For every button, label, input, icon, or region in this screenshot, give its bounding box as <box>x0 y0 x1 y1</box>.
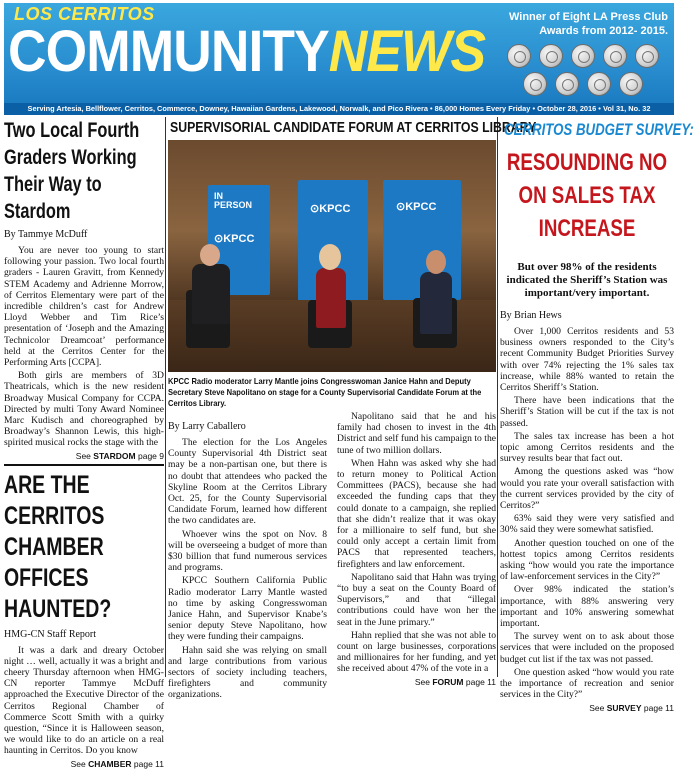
survey-paragraph: Among the questions asked was “how would you rate your overall satisfaction with the current services provided by the city of Cerritos?” <box>500 466 674 512</box>
award-medal-icon <box>507 44 531 68</box>
survey-kicker: CERRITOS BUDGET SURVEY: <box>504 120 694 139</box>
chamber-article <box>4 470 164 769</box>
title-accent: NEWS <box>328 19 486 84</box>
survey-headline[interactable]: RESOUNDING NO ON SALES TAX INCREASE <box>506 149 668 242</box>
column-divider <box>497 117 498 677</box>
masthead <box>0 0 678 113</box>
forum-paragraph: KPCC Southern California Public Radio moderator Larry Mantle wasted no time by asking Congresswoman Janice Hahn, and Supervisor Knabe’s senior deputy Steve Napolitano, how they were funding their campaigns. <box>168 575 327 643</box>
forum-paragraph: Hahn replied that she was not able to count on large businesses, corporations and millionaires for her funding, and yet she received about 47% of the vote in a <box>337 629 496 675</box>
story-divider <box>4 464 164 466</box>
forum-article-body <box>168 411 496 703</box>
photo-person-head <box>426 250 446 274</box>
forum-paragraph: When Hahn was asked why she had to return money to Political Action Committees (PACS), because she had exceeded the funding caps that they could donate to a campaign, she replied that she didn’t realize that it was okay for a millionaire to self fund, but she could only accept a certain limit from PACS that represented teachers, firefighters and law enforcement. <box>337 457 496 570</box>
right-column <box>500 117 694 713</box>
survey-paragraph: Another question touched on one of the hottest topics among Cerritos residents asking “how would you rate the importance of law-enforcement services in the City?” <box>500 537 674 583</box>
forum-jump-link[interactable]: See FORUM page 11 <box>414 676 496 687</box>
forum-paragraph: The election for the Los Angeles County Supervisorial 4th District seat may be a non-partisan one, but there is no doubt that attendees who packed the Skyline Room at the Cerritos Library Oct. 25, for the County Supervisorial Candidate Forum, learned how different the two candidates are. <box>168 437 327 527</box>
photo-person <box>420 272 452 334</box>
left-column <box>4 117 164 769</box>
forum-paragraph: Napolitano said that he and his family had chosen to invest in the 4th District and self fund his campaign to the tune of two million dollars. <box>337 411 496 456</box>
newspaper-title[interactable] <box>8 19 486 84</box>
forum-byline: By Larry Caballero <box>168 421 246 432</box>
chamber-byline: HMG-CN Staff Report <box>4 628 97 640</box>
survey-body <box>500 326 674 701</box>
forum-paragraph: Whoever wins the spot on Nov. 8 will be overseeing a budget of more than $30 billion that fund numerous services and programs. <box>168 528 327 574</box>
screen-brand: ⊙KPCC <box>310 203 351 215</box>
chamber-body <box>4 645 164 757</box>
forum-headline[interactable]: SUPERVISORIAL CANDIDATE FORUM AT CERRITOS LIBRARY <box>170 119 537 136</box>
photo-person <box>316 268 346 328</box>
stardom-paragraph: Both girls are members of 3D Theatricals, which is the new resident Broadway Musical Company for CCPA. Directed by multi Tony Award Nominee Marc Kudisch and choreographed by Broadway’s Shannon Lewis, this high-spirited musical rocks the stage with the <box>4 370 164 449</box>
survey-paragraph: The survey went on to ask about those services that were included on the proposed budget cut list if the tax was not passed. <box>500 631 674 665</box>
forum-body-1 <box>168 437 327 701</box>
award-medal-icon <box>635 44 659 68</box>
award-medal-icon <box>603 44 627 68</box>
forum-text-column <box>168 421 327 703</box>
chamber-headline[interactable]: ARE THE CERRITOS CHAMBER OFFICES HAUNTED? <box>4 470 112 623</box>
forum-paragraph: Napolitano said that Hahn was trying “to buy a seat on the County Board of Supervisors,” and that “illegal contributions could have won her the seat in the June primary.” <box>337 571 496 628</box>
award-medal-icon <box>571 44 595 68</box>
stardom-headline[interactable]: Two Local Fourth Graders Working Their Way to Stardom <box>4 119 140 223</box>
survey-byline: By Brian Hews <box>500 310 562 321</box>
forum-photo-caption: KPCC Radio moderator Larry Mantle joins Congresswoman Janice Hahn and Deputy Secretary Steve Napolitano on stage for a County Supervisorial Candidate Forum at the Cerritos Library. <box>168 376 482 408</box>
stardom-article <box>4 117 164 461</box>
award-text: Winner of Eight LA Press Club Awards from 2012- 2015. <box>508 11 668 37</box>
survey-deck: But over 98% of the residents indicated the Sheriff’s Station was important/very important. <box>506 261 668 299</box>
stardom-body <box>4 245 164 449</box>
forum-paragraph: Hahn said she was relying on small and large contributions from various sectors of society including teachers, firefighters and community organizations. <box>168 644 327 701</box>
title-main: COMMUNITY <box>8 19 329 84</box>
award-badges <box>505 42 670 98</box>
chamber-jump-link[interactable]: See CHAMBER page 11 <box>70 758 164 769</box>
forum-body-2 <box>337 411 496 675</box>
stardom-jump-link[interactable]: See STARDOM page 9 <box>75 450 164 461</box>
masthead-kicker: LOS CERRITOS <box>14 4 155 24</box>
award-medal-icon <box>539 44 563 68</box>
survey-paragraph: Over 98% indicated the station’s importance, with 88% answering very important and 10% answering somewhat important. <box>500 584 674 630</box>
photo-person-head <box>200 244 220 266</box>
survey-paragraph: The sales tax increase has been a hot topic among Cerritos residents and the survey results bear that fact out. <box>500 430 674 465</box>
stardom-byline: By Tammye McDuff <box>4 229 88 240</box>
award-medal-icon <box>619 72 643 96</box>
award-medal-icon <box>587 72 611 96</box>
stardom-paragraph: You are never too young to start following your passion. Two local fourth graders - Lauren Gravitt, from Kennedy STEM Academy and Adrienne Morrow, of Cerritos Elementary were part of the incredible children’s cast for Andrew Lloyd Webber and Tim Rice’s presentation of ‘Joseph and the Amazing Technicolor Dreamcoat’ performance held at the Cerritos Center for the Performing Arts [CCPA]. <box>4 245 164 369</box>
forum-photo[interactable] <box>168 140 496 372</box>
forum-text-column <box>337 411 496 703</box>
survey-paragraph: There have been indications that the Sheriff’s Station will be cut if the tax is not passed. <box>500 395 674 429</box>
survey-paragraph: Over 1,000 Cerritos residents and 53 business owners responded to the City’s recent Community Budget Priorities Survey with over 74% rejecting the 1% sales tax increase, while 88% wanted to retain the Cerritos Sheriff’s Station. <box>500 326 674 394</box>
survey-paragraph: 63% said they were very satisfied and 30% said they were somewhat satisfied. <box>500 513 674 536</box>
award-medal-icon <box>523 72 547 96</box>
photo-person <box>192 264 230 324</box>
award-medal-icon <box>555 72 579 96</box>
screen-brand: ⊙KPCC <box>214 233 255 245</box>
chamber-paragraph: It was a dark and dreary October night … well, actually it was a bright and cheery Thursday afternoon when HMG-CN reporter Tammye McDuff approached the Executive Director of the Cerritos Regional Chamber of Commerce Scott Smith with a quirky question, “Since it is Halloween season, we would like to do an article on a real haunting in Cerritos. Do you know <box>4 644 164 757</box>
screen-label: IN PERSON <box>214 191 253 210</box>
screen-brand: ⊙KPCC <box>396 201 437 213</box>
photo-person-head <box>319 244 341 270</box>
survey-jump-link[interactable]: See SURVEY page 11 <box>589 702 674 713</box>
masthead-tagline: Serving Artesia, Bellflower, Cerritos, Commerce, Downey, Hawaiian Gardens, Lakewood, Norwalk, and Pico Rivera • 86,000 Homes Every Friday • October 28, 2016 • Vol 31, No. 32 <box>4 103 674 115</box>
survey-paragraph: One question asked “how would you rate the importance of recreation and senior services in the City?” <box>500 666 674 701</box>
